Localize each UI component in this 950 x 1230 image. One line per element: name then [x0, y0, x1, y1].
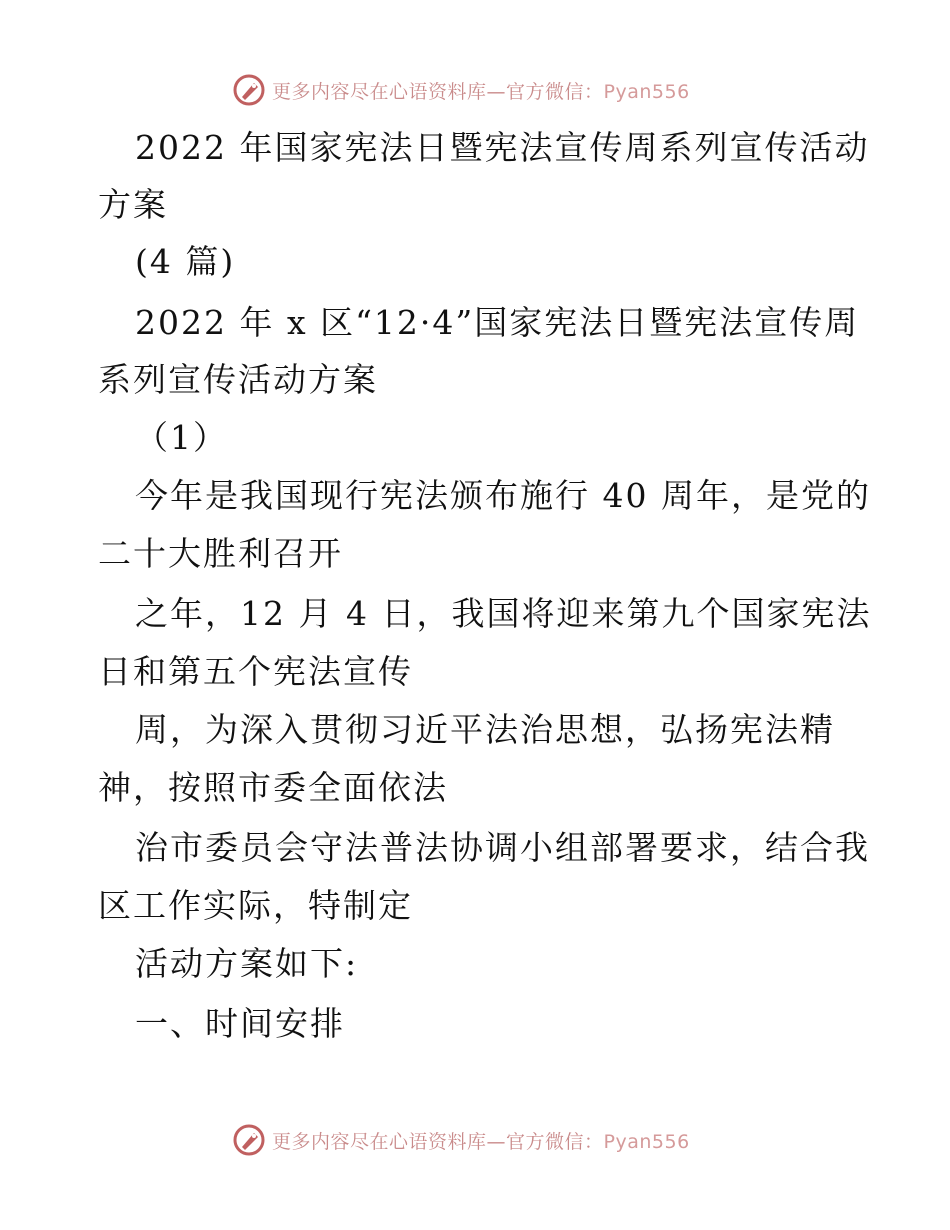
doc-section-number: （1） — [135, 418, 228, 457]
doc-paragraph-line-1: 今年是我国现行宪法颁布施行 40 周年，是党的 — [135, 476, 871, 515]
watermark-text: 更多内容尽在心语资料库—官方微信：Pyan556 — [272, 80, 690, 103]
watermark-text: 更多内容尽在心语资料库—官方微信：Pyan556 — [272, 1130, 690, 1153]
pen-nib-logo-icon — [232, 73, 266, 107]
doc-paragraph-line-9: 活动方案如下: — [135, 944, 359, 983]
doc-title-line-1: 2022 年国家宪法日暨宪法宣传周系列宣传活动 — [135, 128, 870, 167]
doc-subtitle-count: (4 篇) — [135, 242, 236, 281]
doc-paragraph-line-7: 治市委员会守法普法协调小组部署要求，结合我 — [135, 828, 870, 867]
doc-paragraph-line-8: 区工作实际，特制定 — [98, 886, 413, 925]
doc-paragraph-line-4: 日和第五个宪法宣传 — [98, 652, 413, 691]
pen-nib-logo-icon — [232, 1123, 266, 1157]
doc-heading-line-1: 2022 年 x 区“12·4”国家宪法日暨宪法宣传周 — [135, 303, 860, 342]
doc-title-line-2: 方案 — [98, 185, 168, 224]
doc-paragraph-line-5: 周，为深入贯彻习近平法治思想，弘扬宪法精 — [135, 710, 835, 749]
watermark-banner-top — [232, 70, 752, 110]
doc-section-heading: 一、时间安排 — [135, 1004, 345, 1043]
doc-paragraph-line-6: 神，按照市委全面依法 — [98, 768, 448, 807]
doc-paragraph-line-2: 二十大胜利召开 — [98, 534, 343, 573]
watermark-banner-bottom — [232, 1120, 752, 1160]
doc-paragraph-line-3: 之年，12 月 4 日，我国将迎来第九个国家宪法 — [135, 594, 872, 633]
doc-heading-line-2: 系列宣传活动方案 — [98, 360, 378, 399]
